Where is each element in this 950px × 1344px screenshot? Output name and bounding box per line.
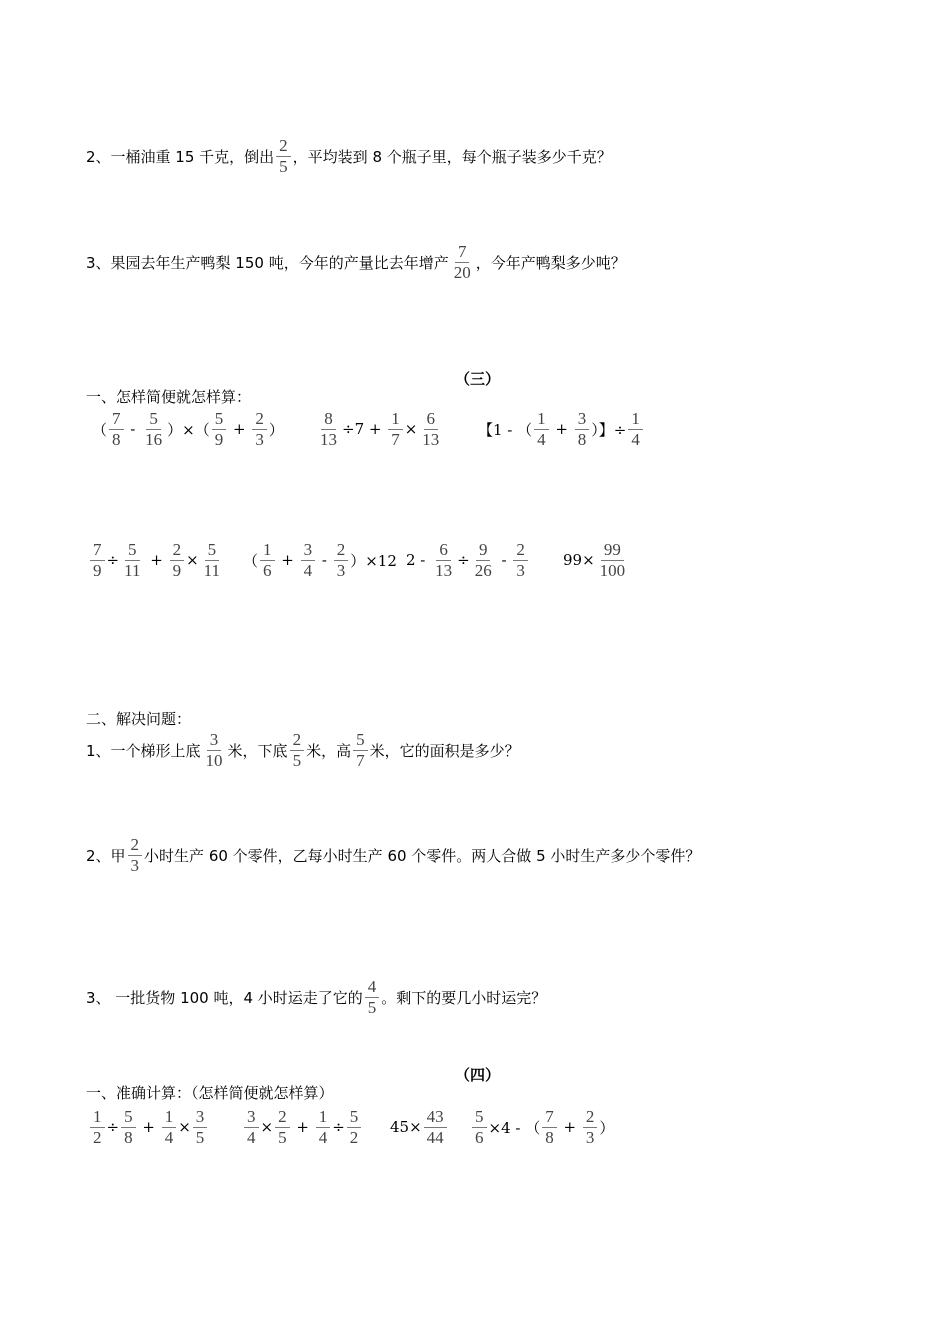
denominator: 4 — [318, 1127, 328, 1147]
fraction — [193, 1108, 208, 1147]
numerator: 99 — [601, 541, 624, 561]
denominator: 5 — [279, 156, 288, 176]
fraction — [170, 541, 185, 580]
denominator: 9 — [93, 560, 102, 580]
text-segment: + — [137, 1118, 160, 1137]
numerator: 7 — [109, 410, 124, 430]
text-segment: ÷ — [457, 551, 470, 570]
denominator: 5 — [367, 997, 377, 1017]
section-4-heading-1: 一、准确计算：（怎样简便就怎样算） — [86, 1084, 334, 1102]
denominator: 9 — [172, 560, 182, 580]
fraction — [162, 1108, 177, 1147]
expression — [92, 410, 284, 449]
text-segment: - — [496, 551, 512, 570]
numerator: 2 — [290, 731, 305, 751]
text-segment: ×4 - （ — [488, 1118, 541, 1137]
problem-trapezoid — [86, 731, 520, 770]
denominator: 3 — [516, 560, 525, 580]
denominator: 10 — [205, 750, 223, 770]
numerator: 5 — [353, 731, 368, 751]
numerator: 4 — [365, 978, 380, 998]
fraction — [203, 731, 226, 770]
section-3-heading-2: 二、解决问题： — [86, 710, 192, 728]
text-segment: ）×12 — [350, 551, 397, 570]
denominator: 4 — [247, 1127, 256, 1147]
fraction — [252, 410, 267, 449]
fraction — [583, 1108, 598, 1147]
denominator: 3 — [130, 855, 140, 875]
numerator: 1 — [534, 410, 549, 430]
text-segment: 3、 一批货物 100 吨，4 小时运走了它的 — [86, 988, 363, 1007]
numerator: 2 — [276, 137, 291, 157]
text-segment: 米，下底 — [227, 741, 288, 760]
text-segment: ÷ — [106, 551, 120, 570]
expression — [315, 410, 444, 449]
denominator: 20 — [453, 262, 471, 282]
numerator: 3 — [301, 541, 316, 561]
expression — [563, 541, 630, 580]
fraction — [419, 410, 442, 449]
numerator: 3 — [244, 1108, 259, 1128]
numerator: 1 — [90, 1108, 105, 1128]
denominator: 4 — [164, 1127, 174, 1147]
fraction — [513, 541, 528, 580]
numerator: 2 — [275, 1108, 290, 1128]
fraction — [534, 410, 549, 449]
fraction — [121, 1108, 136, 1147]
numerator: 1 — [388, 410, 403, 430]
denominator: 3 — [585, 1127, 595, 1147]
expression — [390, 1108, 449, 1147]
denominator: 6 — [475, 1127, 484, 1147]
text-segment: - — [317, 551, 332, 570]
text-segment: 45× — [390, 1118, 422, 1137]
expression — [243, 541, 397, 580]
denominator: 13 — [422, 429, 440, 449]
text-segment: 米，高 — [306, 741, 352, 760]
denominator: 4 — [631, 429, 640, 449]
text-segment: 【1 - （ — [478, 420, 533, 439]
fraction — [388, 410, 403, 449]
fraction — [142, 410, 165, 449]
text-segment: ）×（ — [167, 420, 210, 439]
section-3-heading-1: 一、怎样简便就怎样算： — [86, 388, 252, 406]
fraction — [301, 541, 316, 580]
text-segment: 2、一桶油重 15 千克，倒出 — [86, 147, 275, 166]
numerator: 5 — [146, 410, 161, 430]
text-segment: 2 - — [406, 551, 431, 570]
problem-2-oil — [86, 137, 612, 176]
numerator: 43 — [424, 1108, 447, 1128]
fraction — [212, 410, 227, 449]
denominator: 8 — [577, 429, 587, 449]
text-segment: × — [186, 551, 199, 570]
numerator: 1 — [628, 410, 643, 430]
fraction — [317, 410, 340, 449]
text-segment: - — [125, 420, 141, 439]
expression — [88, 1108, 209, 1147]
numerator: 7 — [90, 541, 105, 561]
fraction — [542, 1108, 557, 1147]
denominator: 3 — [255, 429, 264, 449]
text-segment: （ — [92, 420, 108, 439]
text-segment: + — [550, 420, 573, 439]
fraction — [432, 541, 455, 580]
text-segment: ）】÷ — [591, 420, 627, 439]
fraction — [334, 541, 349, 580]
numerator: 5 — [125, 541, 140, 561]
text-segment: 99× — [563, 551, 595, 570]
fraction — [451, 243, 474, 282]
numerator: 1 — [162, 1108, 177, 1128]
fraction — [316, 1108, 331, 1147]
numerator: 3 — [575, 410, 590, 430]
text-segment: ，平均装到 8 个瓶子里，每个瓶子装多少千克？ — [292, 147, 612, 166]
denominator: 6 — [263, 560, 272, 580]
numerator: 1 — [316, 1108, 331, 1128]
text-segment: × — [178, 1118, 191, 1137]
denominator: 9 — [214, 429, 224, 449]
fraction — [128, 836, 143, 875]
text-segment: 米，它的面积是多少？ — [369, 741, 520, 760]
numerator: 9 — [476, 541, 491, 561]
denominator: 5 — [292, 750, 302, 770]
text-segment: ） — [599, 1118, 615, 1137]
fraction — [424, 1108, 447, 1147]
text-segment: 3、果园去年生产鸭梨 150 吨，今年的产量比去年增产 — [86, 253, 449, 272]
denominator: 11 — [124, 560, 141, 580]
denominator: 16 — [145, 429, 163, 449]
numerator: 2 — [252, 410, 267, 430]
fraction — [260, 541, 275, 580]
denominator: 26 — [474, 560, 492, 580]
expression — [88, 541, 225, 580]
numerator: 5 — [472, 1108, 487, 1128]
denominator: 11 — [203, 560, 221, 580]
numerator: 5 — [121, 1108, 136, 1128]
expression — [470, 1108, 614, 1147]
text-segment: ÷ — [332, 1118, 345, 1137]
denominator: 8 — [545, 1127, 554, 1147]
numerator: 2 — [513, 541, 528, 561]
denominator: 5 — [278, 1127, 287, 1147]
text-segment: 1、一个梯形上底 — [86, 741, 201, 760]
text-segment: ） — [268, 420, 284, 439]
problem-parts — [86, 836, 700, 875]
text-segment: × — [260, 1118, 274, 1137]
fraction — [597, 541, 629, 580]
text-segment: 2、甲 — [86, 846, 126, 865]
fraction — [121, 541, 143, 580]
text-segment: + — [291, 1118, 314, 1137]
denominator: 13 — [320, 429, 337, 449]
section-3-title: （三） — [455, 370, 501, 388]
numerator: 2 — [583, 1108, 598, 1128]
numerator: 5 — [205, 541, 220, 561]
denominator: 2 — [93, 1127, 102, 1147]
section-4-title: （四） — [455, 1066, 501, 1084]
denominator: 7 — [356, 750, 365, 770]
denominator: 4 — [303, 560, 313, 580]
text-segment: 小时生产 60 个零件，乙每小时生产 60 个零件。两人合做 5 小时生产多少个零件？ — [144, 846, 701, 865]
numerator: 7 — [455, 243, 470, 263]
numerator: 2 — [170, 541, 185, 561]
text-segment: ，今年产鸭梨多少吨？ — [475, 253, 626, 272]
text-segment: 。剩下的要几小时运完？ — [381, 988, 547, 1007]
numerator: 1 — [260, 541, 275, 561]
fraction — [275, 1108, 290, 1147]
problem-3-pears — [86, 243, 626, 282]
text-segment: ÷7 + — [342, 420, 387, 439]
text-segment: ÷ — [106, 1118, 120, 1137]
fraction — [628, 410, 643, 449]
numerator: 7 — [542, 1108, 557, 1128]
fraction — [365, 978, 380, 1017]
denominator: 100 — [599, 560, 626, 580]
numerator: 6 — [424, 410, 439, 430]
numerator: 2 — [334, 541, 349, 561]
problem-cargo — [86, 978, 546, 1017]
fraction — [109, 410, 124, 449]
expression — [406, 541, 530, 580]
fraction — [353, 731, 368, 770]
fraction — [90, 541, 105, 580]
denominator: 8 — [112, 429, 121, 449]
denominator: 7 — [391, 429, 400, 449]
numerator: 5 — [212, 410, 227, 430]
fraction — [276, 137, 291, 176]
denominator: 13 — [435, 560, 453, 580]
numerator: 8 — [321, 410, 336, 430]
numerator: 6 — [436, 541, 451, 561]
fraction — [290, 731, 305, 770]
fraction — [201, 541, 223, 580]
denominator: 2 — [349, 1127, 359, 1147]
expression — [478, 410, 645, 449]
fraction — [90, 1108, 105, 1147]
denominator: 4 — [537, 429, 546, 449]
denominator: 5 — [195, 1127, 205, 1147]
denominator: 3 — [336, 560, 346, 580]
text-segment: + — [228, 420, 251, 439]
fraction — [575, 410, 590, 449]
numerator: 5 — [347, 1108, 362, 1128]
denominator: 8 — [124, 1127, 133, 1147]
fraction — [472, 1108, 487, 1147]
fraction — [347, 1108, 362, 1147]
numerator: 3 — [207, 731, 222, 751]
text-segment: + — [145, 551, 168, 570]
fraction — [244, 1108, 259, 1147]
expression — [242, 1108, 363, 1147]
text-segment: + — [276, 551, 299, 570]
text-segment: （ — [243, 551, 259, 570]
numerator: 3 — [193, 1108, 208, 1128]
numerator: 2 — [128, 836, 143, 856]
text-segment: + — [558, 1118, 581, 1137]
denominator: 44 — [426, 1127, 444, 1147]
fraction — [472, 541, 495, 580]
text-segment: × — [404, 420, 418, 439]
